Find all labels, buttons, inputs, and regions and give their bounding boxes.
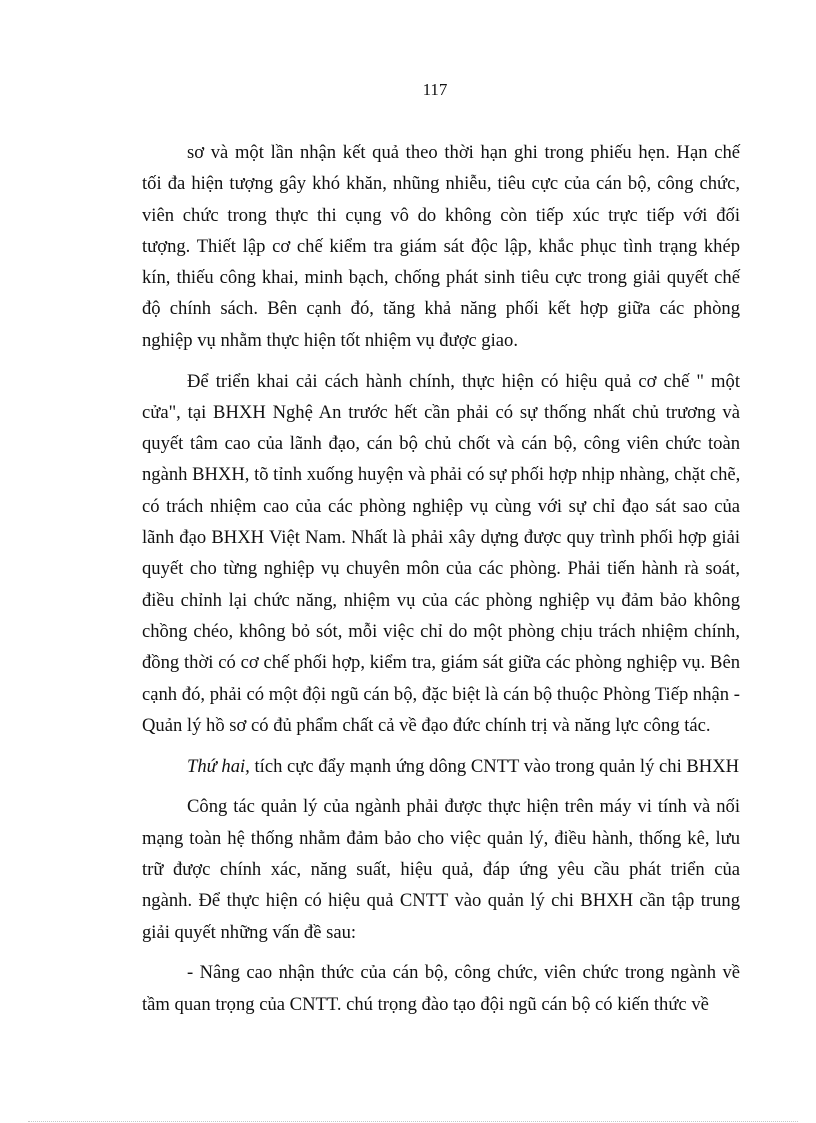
paragraph-2 xyxy=(142,366,741,742)
text-line: chồng chéo, không bỏ sót, mỗi việc chỉ do một phòng chịu trách nhiệm chính, xyxy=(142,620,740,642)
text-line: Công tác quản lý của ngành phải được thực hiện trên máy vi tính và nối xyxy=(187,796,740,818)
document-body xyxy=(142,137,741,1030)
text-line: giải quyết những vấn đề sau: xyxy=(142,921,357,943)
text-line: cửa", tại BHXH Nghệ An trước hết cần phải có sự thống nhất chủ trương và xyxy=(142,401,740,423)
text-line xyxy=(187,751,740,782)
paragraph-3 xyxy=(187,751,740,782)
text-line: đồng thời có cơ chế phối hợp, kiểm tra, giám sát giữa các phòng nghiệp vụ. Bên xyxy=(142,652,740,674)
text-line: Quản lý hồ sơ có đủ phẩm chất cả về đạo đức chính trị và năng lực công tác. xyxy=(142,714,711,736)
text-line: mạng toàn hệ thống nhằm đảm bảo cho việc quản lý, điều hành, thống kê, lưu xyxy=(142,827,740,849)
text-line: tối đa hiện tượng gây khó khăn, nhũng nhiễu, tiêu cực của cán bộ, công chức, xyxy=(142,173,740,195)
text-line: - Nâng cao nhận thức của cán bộ, công chức, viên chức trong ngành về xyxy=(187,962,740,984)
italic-lead: Thứ hai, xyxy=(187,755,250,777)
text-line: ngành. Để thực hiện có hiệu quả CNTT vào quản lý chi BHXH cần tập trung xyxy=(142,890,740,912)
text-line: tượng. Thiết lập cơ chế kiểm tra giám sát độc lập, khắc phục tình trạng khép xyxy=(142,235,740,257)
text-line: nghiệp vụ nhằm thực hiện tốt nhiệm vụ được giao. xyxy=(142,329,518,351)
text-line: Để triển khai cải cách hành chính, thực hiện có hiệu quả cơ chế " một xyxy=(187,370,740,392)
text-line: độ chính sách. Bên cạnh đó, tăng khả năng phối kết hợp giữa các phòng xyxy=(142,298,740,320)
text-line: kín, thiếu công khai, minh bạch, chống phát sinh tiêu cực trong giải quyết chế xyxy=(142,267,740,289)
text-line: sơ và một lần nhận kết quả theo thời hạn ghi trong phiếu hẹn. Hạn chế xyxy=(187,142,740,163)
text-line: tầm quan trọng của CNTT. chú trọng đào tạo đội ngũ cán bộ có kiến thức về xyxy=(142,993,709,1015)
text-line: quyết tâm cao của lãnh đạo, cán bộ chủ chốt và cán bộ, công viên chức toàn xyxy=(142,433,740,455)
paragraph-1 xyxy=(142,137,740,356)
page-bottom-rule xyxy=(28,1121,798,1122)
text-line: ngành BHXH, tõ tỉnh xuống huyện và phải có sự phối hợp nhịp nhàng, chặt chẽ, xyxy=(142,464,741,486)
text-line: điều chỉnh lại chức năng, nhiệm vụ của các phòng nghiệp vụ đảm bảo không xyxy=(142,589,740,611)
lead-rest: tích cực đẩy mạnh ứng dông CNTT vào trong quản lý chi BHXH xyxy=(249,755,740,777)
text-line: quyết cho từng nghiệp vụ chuyên môn của các phòng. Phải tiến hành rà soát, xyxy=(142,558,740,580)
paragraph-4 xyxy=(142,791,740,947)
page-number: 117 xyxy=(422,80,448,99)
text-line: cạnh đó, phải có một đội ngũ cán bộ, đặc biệt là cán bộ thuộc Phòng Tiếp nhận - xyxy=(142,683,740,705)
text-line: viên chức trong thực thi cụng vô do không còn tiếp xúc trực tiếp với đối xyxy=(142,204,740,226)
text-line: có trách nhiệm cao của các phòng nghiệp vụ cùng với sự chỉ đạo sát sao của xyxy=(142,495,740,517)
text-line: trữ được chính xác, năng suất, hiệu quả, đáp ứng yêu cầu phát triển của xyxy=(142,859,740,881)
text-line: lãnh đạo BHXH Việt Nam. Nhất là phải xây dựng được quy trình phối hợp giải xyxy=(142,527,740,549)
paragraph-5 xyxy=(142,957,740,1020)
